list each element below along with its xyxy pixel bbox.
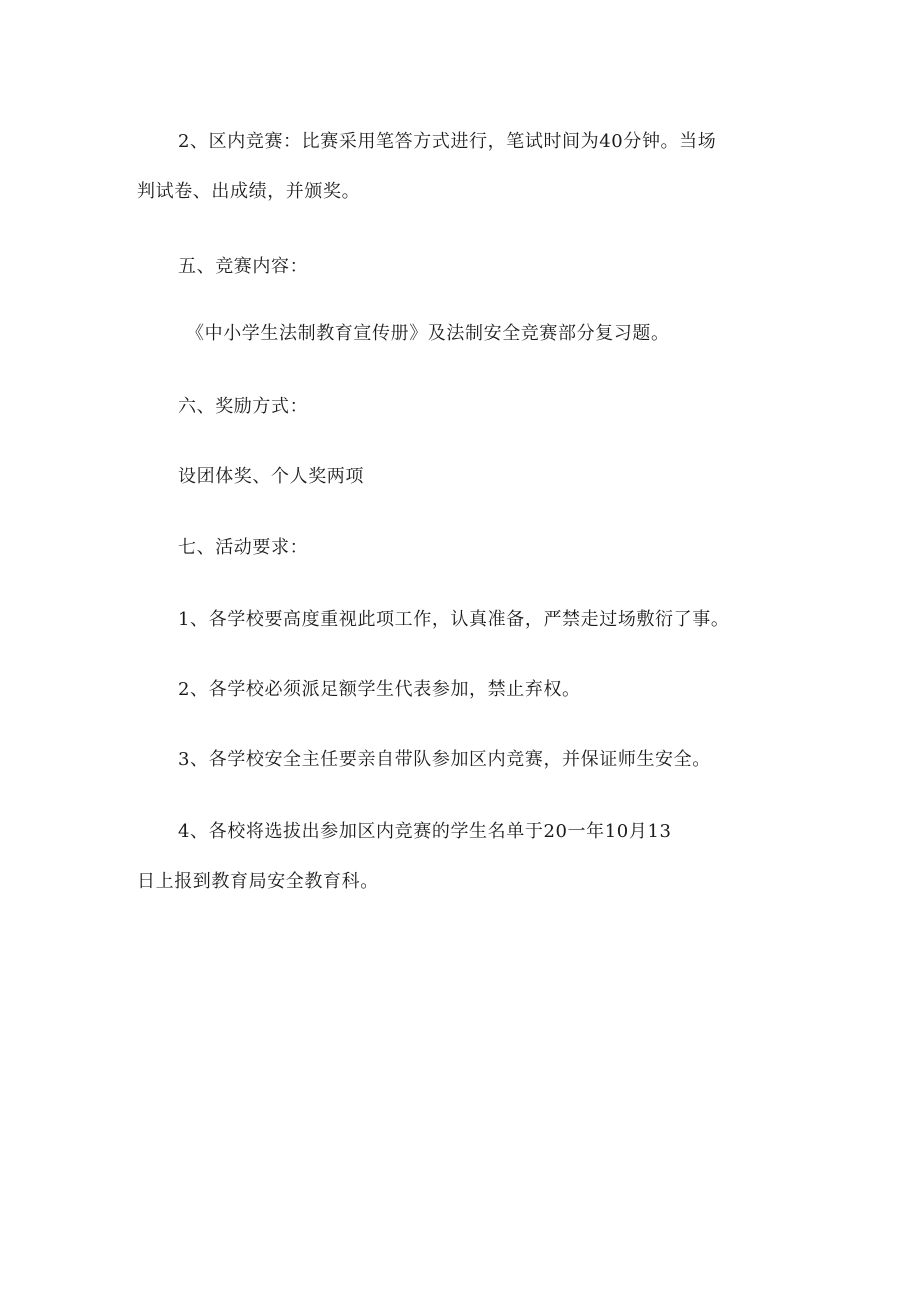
text-line-awards: 设团体奖、个人奖两项: [178, 466, 364, 487]
text-line-requirement-3: 3、各学校安全主任要亲自带队参加区内竞赛，并保证师生安全。: [178, 749, 711, 770]
text-line-requirement-4: 4、各校将选拔出参加区内竞赛的学生名单于20一年10月13: [178, 821, 672, 842]
text-line-requirement-1: 1、各学校要高度重视此项工作，认真准备，严禁走过场敷衍了事。: [178, 609, 730, 630]
text-line-content: 《中小学生法制教育宣传册》及法制安全竞赛部分复习题。: [186, 323, 670, 344]
section-heading-awards: 六、奖励方式：: [178, 396, 309, 417]
section-heading-requirements: 七、活动要求：: [178, 537, 309, 558]
section-heading-content: 五、竞赛内容：: [178, 256, 309, 277]
text-line-contest-format: 2、区内竞赛：比赛采用笔答方式进行，笔试时间为40分钟。当场: [178, 131, 717, 152]
text-line-contest-format-cont: 判试卷、出成绩，并颁奖。: [137, 181, 361, 202]
text-line-requirement-2: 2、各学校必须派足额学生代表参加，禁止弃权。: [178, 679, 581, 700]
text-line-requirement-4-cont: 日上报到教育局安全教育科。: [137, 871, 379, 892]
